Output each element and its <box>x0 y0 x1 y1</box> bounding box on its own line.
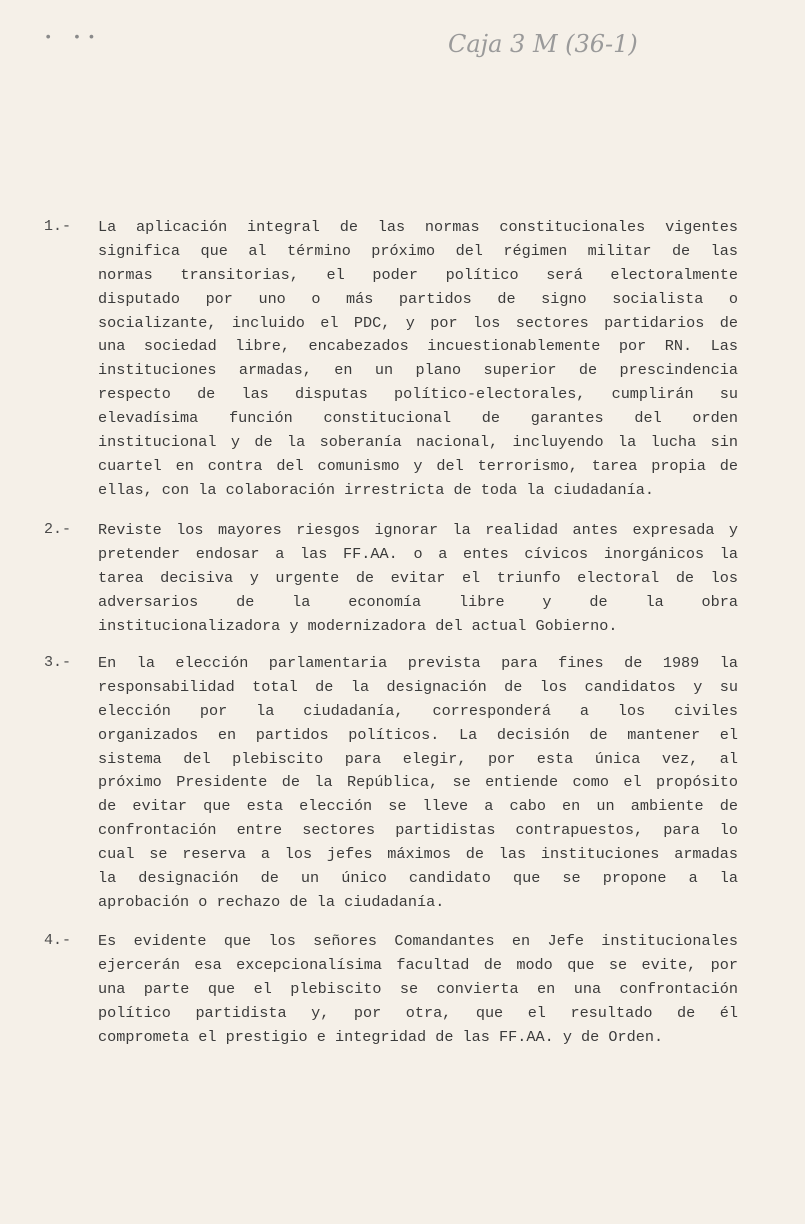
text-line: disputado por uno o más partidos de signo socialista o <box>98 289 738 308</box>
paragraph-text <box>98 519 738 638</box>
text-line: La aplicación integral de las normas constitucionales vigentes <box>98 218 738 236</box>
text-line: normas transitorias, el poder político será electoralmente <box>98 265 738 284</box>
paragraph-text <box>98 652 738 915</box>
paragraph-number: 1.- <box>44 218 72 235</box>
text-line: tarea decisiva y urgente de evitar el triunfo electoral de los <box>98 568 738 587</box>
text-line: adversarios de la economía libre y de la obra <box>98 592 738 611</box>
text-line: cual se reserva a los jefes máximos de las instituciones armadas <box>98 845 738 864</box>
text-line: En la elección parlamentaria prevista para fines de 1989 la <box>98 654 738 672</box>
text-line: una parte que el plebiscito se convierta en una confrontación <box>98 979 738 998</box>
text-line: responsabilidad total de la designación de los candidatos y su <box>98 677 738 696</box>
text-line: socializante, incluido el PDC, y por los sectores partidarios de <box>98 313 738 332</box>
paragraph-number: 3.- <box>44 654 72 671</box>
text-line: la designación de un único candidato que se propone a la <box>98 869 738 888</box>
text-line: cuartel en contra del comunismo y del terrorismo, tarea propia de <box>98 456 738 475</box>
paragraph-number: 4.- <box>44 932 72 949</box>
text-line: una sociedad libre, encabezados incuestionablemente por RN. Las <box>98 337 738 356</box>
text-line: ejercerán esa excepcionalísima facultad de modo que se evite, por <box>98 955 738 974</box>
corner-marks: • •• <box>44 30 102 46</box>
text-line: político partidista y, por otra, que el resultado de él <box>98 1003 738 1022</box>
text-line: de evitar que esta elección se lleve a cabo en un ambiente de <box>98 797 738 816</box>
text-line: próximo Presidente de la República, se entiende como el propósito <box>98 773 738 792</box>
text-line: comprometa el prestigio e integridad de las FF.AA. y de Orden. <box>98 1027 664 1046</box>
text-line: elevadísima función constitucional de garantes del orden <box>98 409 738 428</box>
text-line: institucionalizadora y modernizadora del actual Gobierno. <box>98 616 618 635</box>
text-line: respecto de las disputas político-electorales, cumplirán su <box>98 385 738 404</box>
text-line: institucional y de la soberanía nacional, incluyendo la lucha sin <box>98 433 738 452</box>
text-line: organizados en partidos políticos. La decisión de mantener el <box>98 725 738 744</box>
paragraph-text <box>98 216 738 503</box>
text-line: confrontación entre sectores partidistas contrapuestos, para lo <box>98 821 738 840</box>
text-line: significa que al término próximo del régimen militar de las <box>98 241 738 260</box>
text-line: Reviste los mayores riesgos ignorar la realidad antes expresada y <box>98 521 738 539</box>
text-line: elección por la ciudadanía, corresponderá a los civiles <box>98 701 738 720</box>
svg-text:Caja 3 M (36-1): Caja 3 M (36-1) <box>448 30 638 58</box>
text-line: pretender endosar a las FF.AA. o a entes cívicos inorgánicos la <box>98 544 738 563</box>
text-line: Es evidente que los señores Comandantes en Jefe institucionales <box>98 932 738 950</box>
paragraph-text <box>98 930 738 1049</box>
paragraph-number: 2.- <box>44 521 72 538</box>
text-line: instituciones armadas, en un plano superior de prescindencia <box>98 361 738 380</box>
text-line: ellas, con la colaboración irrestricta de toda la ciudadanía. <box>98 480 654 499</box>
text-line: sistema del plebiscito para elegir, por esta única vez, al <box>98 749 738 768</box>
handwritten-note <box>440 18 680 66</box>
text-line: aprobación o rechazo de la ciudadanía. <box>98 892 445 911</box>
